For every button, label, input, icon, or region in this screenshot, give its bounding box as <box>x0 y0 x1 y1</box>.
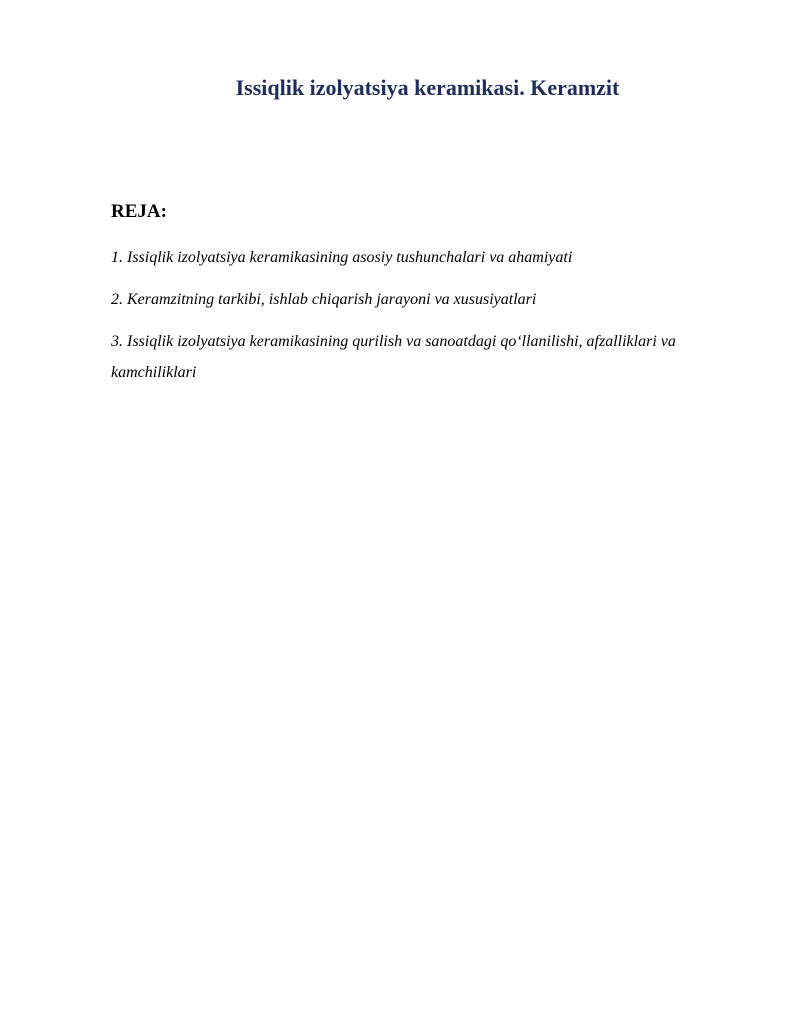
document-title: Issiqlik izolyatsiya keramikasi. Keramzit <box>235 75 620 100</box>
plan-heading: REJA: <box>111 201 167 222</box>
plan-list <box>111 242 743 399</box>
plan-item-2: 2. Keramzitning tarkibi, ishlab chiqarish jarayoni va xususiyatlari <box>111 291 537 308</box>
plan-item-3: 3. Issiqlik izolyatsiya keramikasining qurilish va sanoatdagi qo‘llanilishi, afzalliklari va kamchiliklari <box>111 333 676 381</box>
plan-item-1: 1. Issiqlik izolyatsiya keramikasining asosiy tushunchalari va ahamiyati <box>111 249 573 266</box>
